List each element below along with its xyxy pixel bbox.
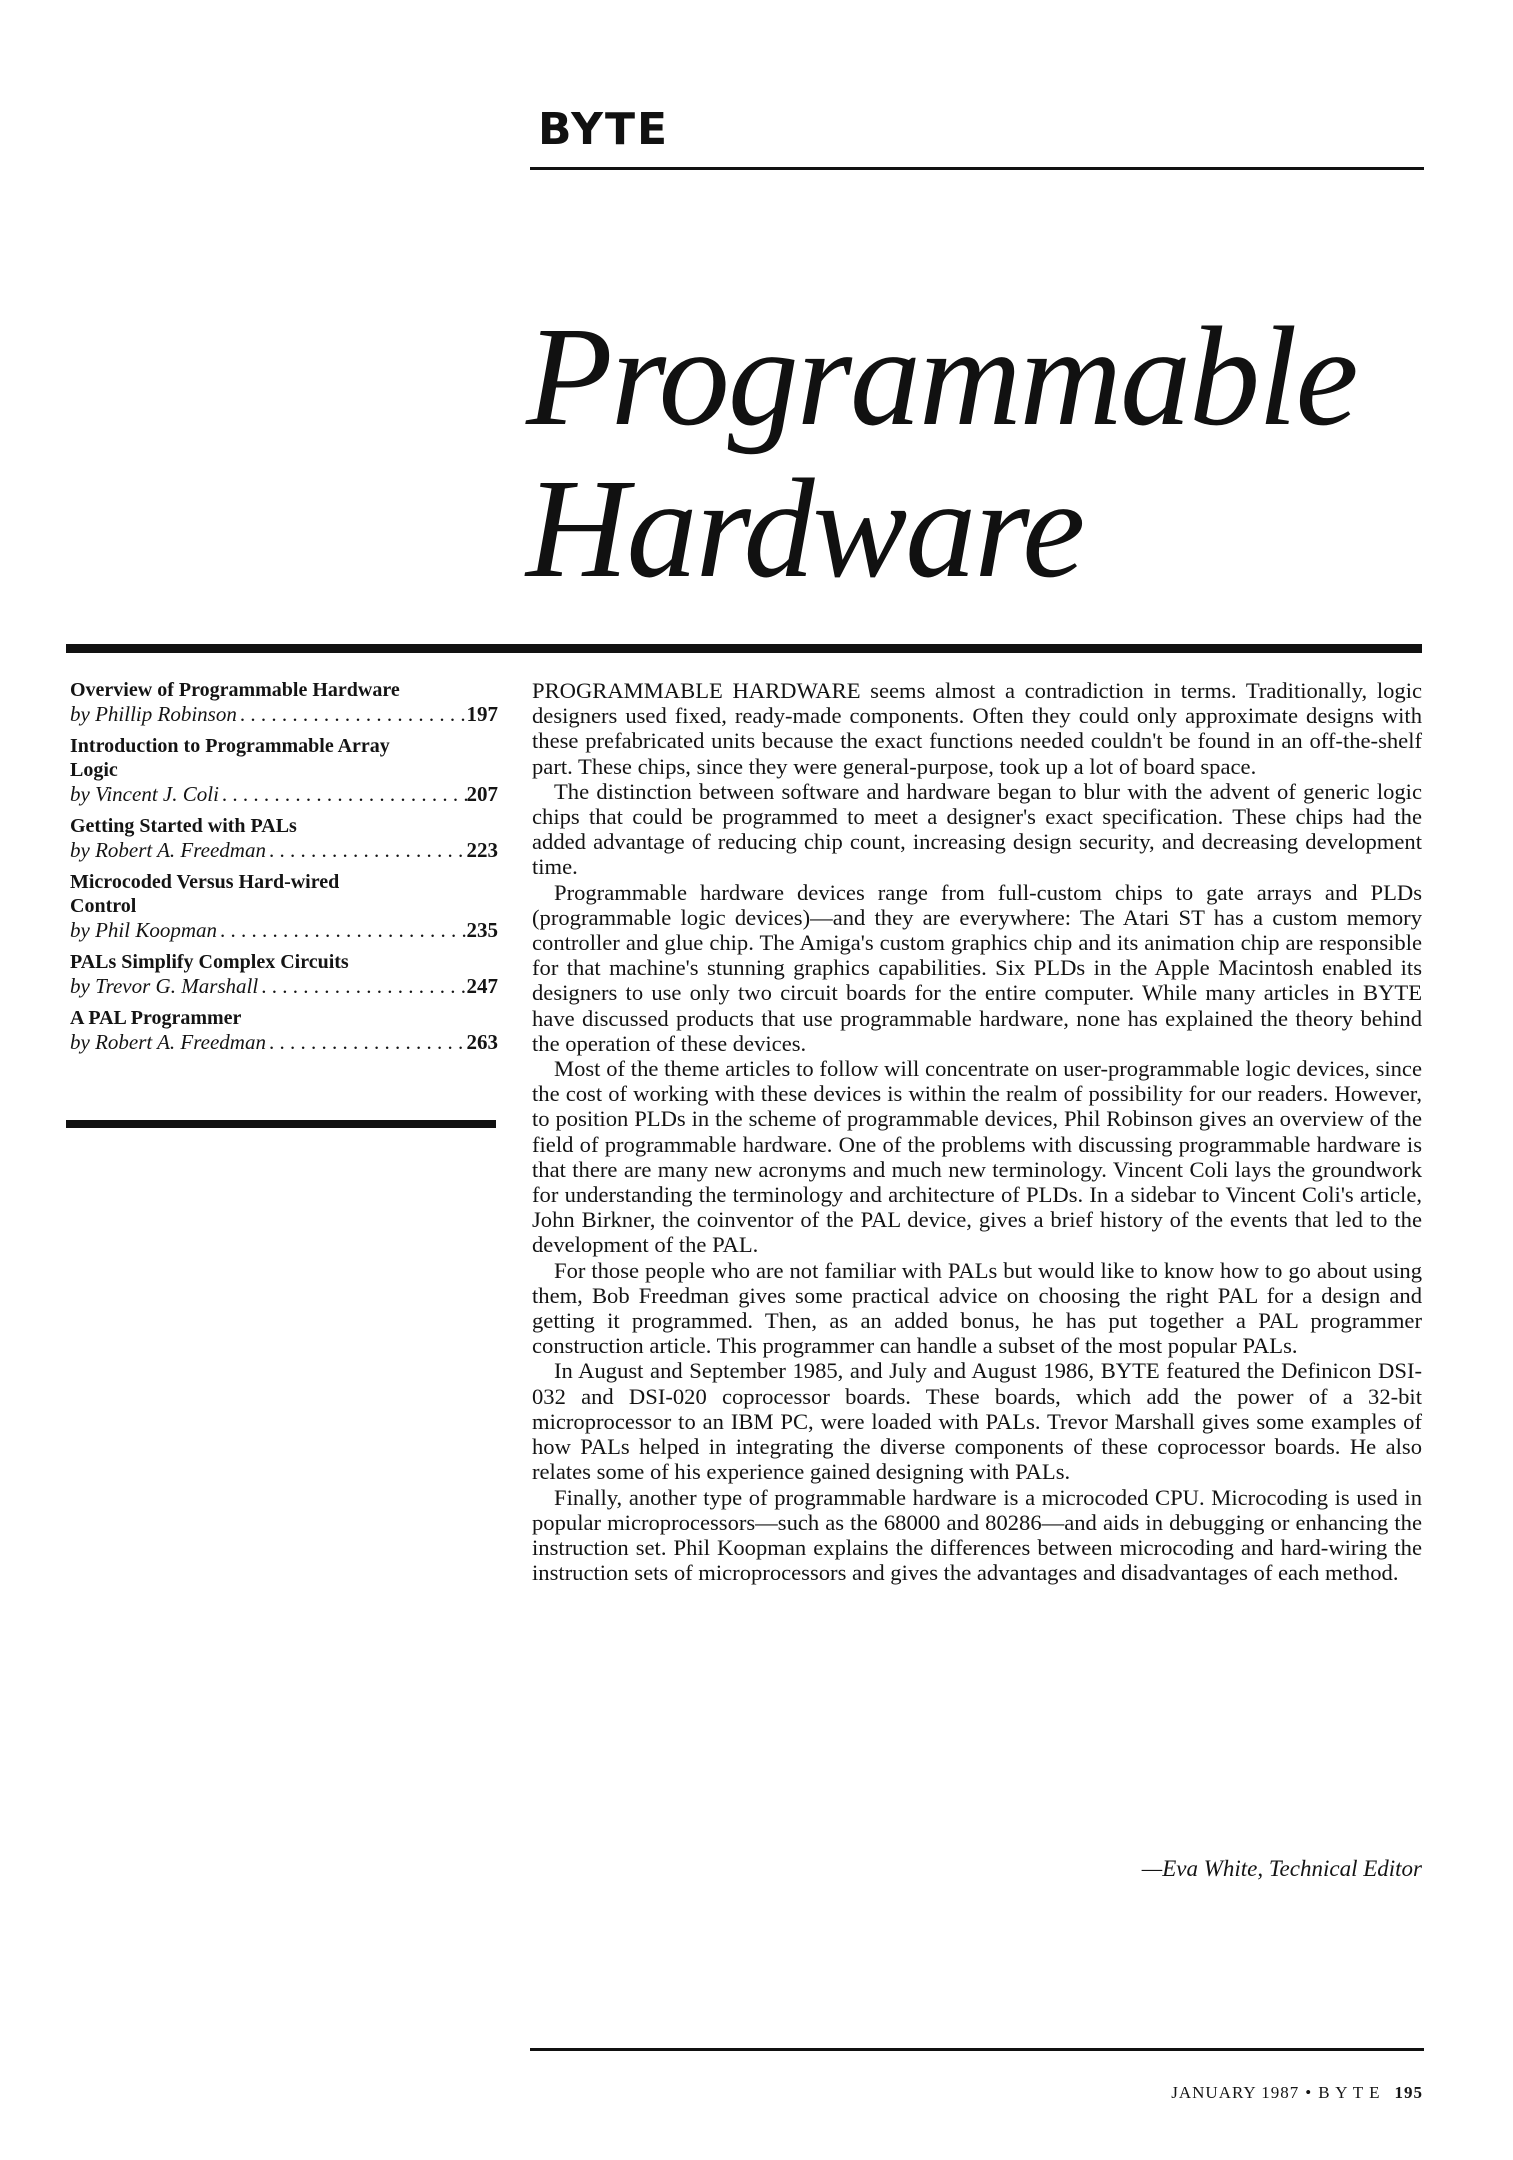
toc-title: Overview of Programmable Hardware xyxy=(70,679,400,701)
page-title xyxy=(526,297,1357,607)
toc-author: by Trevor G. Marshall xyxy=(70,974,259,998)
page-footer xyxy=(1171,2083,1423,2103)
footer-bullet: • xyxy=(1305,2083,1313,2102)
toc-item[interactable] xyxy=(70,734,498,806)
toc-leader xyxy=(266,1030,467,1054)
article-paragraph: Most of the theme articles to follow will concentrate on user-programmable logic devices, since the cost of working with these devices is within the realm of possibility for our readers. However, to position PLDs in the scheme of programmable devices, Phil Robinson gives an overview of the field of programmable hardware. One of the problems with discussing programmable hardware is that there are many new acronyms and much new terminology. Vincent Coli lays the groundwork for understanding the terminology and architecture of PLDs. In a sidebar to Vincent Coli's article, John Birkner, the coinventor of the PAL device, gives a brief history of the events that led to the development of the PAL. xyxy=(532,1056,1422,1258)
toc-title: Microcoded Versus Hard-wired Control xyxy=(70,871,340,917)
toc-leader xyxy=(237,702,467,726)
article-paragraph: Programmable hardware devices range from full-custom chips to gate arrays and PLDs (programmable logic devices)—and they are everywhere: The Atari ST has a custom memory controller and glue chip. The Amiga's custom graphics chip and its animation chip are responsible for that machine's stunning graphics capabilities. Six PLDs in the Apple Macintosh enabled its designers to use only two circuit boards for the entire computer. While many articles in BYTE have discussed products that use programmable hardware, none has explained the theory behind the operation of these devices. xyxy=(532,879,1422,1056)
toc-page-number: 223 xyxy=(466,838,498,862)
article-paragraph: The distinction between software and hardware began to blur with the advent of generic logic chips that could be programmed to meet a designer's exact specification. These chips had the added advantage of reducing chip count, increasing design security, and decreasing development time. xyxy=(532,778,1422,880)
article-paragraph: In August and September 1985, and July and August 1986, BYTE featured the Definicon DSI-032 and DSI-020 coprocessor boards. These boards, which add the power of a 32-bit microprocessor to an IBM PC, were loaded with PALs. Trevor Marshall gives some examples of how PALs helped in integrating the diverse components of these coprocessor boards. He also relates some of his experience gained designing with PALs. xyxy=(532,1358,1422,1485)
toc-item[interactable] xyxy=(70,1006,498,1054)
toc-page-number: 197 xyxy=(466,702,498,726)
toc-author: by Phil Koopman xyxy=(70,918,217,942)
title-line-2: Hardware xyxy=(526,449,1084,607)
article-body xyxy=(532,678,1422,1585)
footer-date: JANUARY 1987 xyxy=(1171,2083,1300,2102)
article-paragraph: Finally, another type of programmable hardware is a microcoded CPU. Microcoding is used in popular microprocessors—such as the 68000 and 80286—and aids in debugging or enhancing the instruction set. Phil Koopman explains the differences between microcoding and hard-wiring the instruction sets of microprocessors and gives the advantages and disadvantages of each method. xyxy=(532,1484,1422,1586)
toc-author: by Robert A. Freedman xyxy=(70,1030,266,1054)
toc-author: by Vincent J. Coli xyxy=(70,782,219,806)
footer-magazine: B Y T E xyxy=(1318,2083,1381,2102)
article-paragraph: PROGRAMMABLE HARDWARE seems almost a contradiction in terms. Traditionally, logic designers used fixed, ready-made components. Often they could only approximate designs with these prefabricated units because the exact functions needed couldn't be found in an off-the-shelf part. These chips, since they were general-purpose, took up a lot of board space. xyxy=(532,678,1422,779)
toc-title: Introduction to Programmable Array Logic xyxy=(70,735,390,781)
toc-title: Getting Started with PALs xyxy=(70,815,297,837)
toc-author: by Phillip Robinson xyxy=(70,702,237,726)
toc-bottom-rule xyxy=(66,1120,496,1128)
byte-logo: BYTE xyxy=(538,104,670,155)
toc-leader xyxy=(217,918,467,942)
toc-item[interactable] xyxy=(70,870,498,942)
toc-leader xyxy=(258,974,466,998)
toc-page-number: 247 xyxy=(466,974,498,998)
toc-title: PALs Simplify Complex Circuits xyxy=(70,951,349,973)
toc-item[interactable] xyxy=(70,814,498,862)
footer-rule xyxy=(530,2048,1424,2051)
footer-page-number: 195 xyxy=(1394,2083,1423,2102)
editor-signature: —Eva White, Technical Editor xyxy=(1141,1856,1422,1881)
toc-title: A PAL Programmer xyxy=(70,1007,242,1029)
toc-leader xyxy=(266,838,467,862)
section-rule xyxy=(66,644,1422,653)
toc-page-number: 207 xyxy=(466,782,498,806)
toc-author: by Robert A. Freedman xyxy=(70,838,266,862)
article-paragraph: For those people who are not familiar with PALs but would like to know how to go about using them, Bob Freedman gives some practical advice on choosing the right PAL for a design and getting it programmed. Then, as an added bonus, he has put together a PAL programmer construction article. This programmer can handle a subset of the most popular PALs. xyxy=(532,1257,1422,1359)
toc-page-number: 263 xyxy=(466,1030,498,1054)
toc-item[interactable] xyxy=(70,950,498,998)
title-line-1: Programmable xyxy=(526,297,1357,455)
top-rule xyxy=(530,167,1424,170)
toc-item[interactable] xyxy=(70,678,498,726)
toc-page-number: 235 xyxy=(466,918,498,942)
toc-leader xyxy=(219,782,467,806)
table-of-contents xyxy=(70,678,498,1062)
